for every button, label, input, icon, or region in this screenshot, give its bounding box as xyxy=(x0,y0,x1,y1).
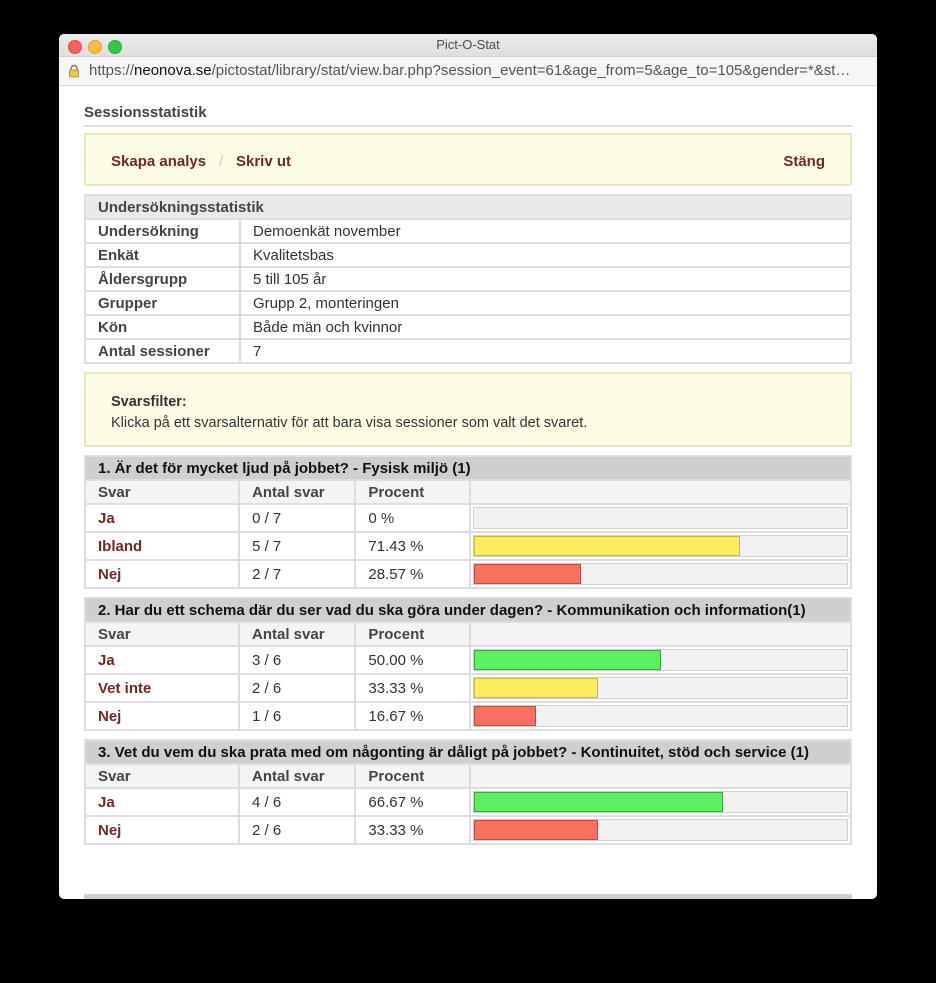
answer-percent: 28.57 % xyxy=(355,560,470,588)
stats-label: Åldersgrupp xyxy=(85,267,240,291)
answer-bar-track xyxy=(473,705,848,727)
question-table xyxy=(84,597,852,731)
answer-bar xyxy=(474,820,598,840)
answer-filter-box xyxy=(84,372,852,447)
stats-label: Undersökning xyxy=(85,219,240,243)
stats-value: Grupp 2, monteringen xyxy=(240,291,851,315)
close-link[interactable]: Stäng xyxy=(783,153,825,170)
stats-value: Demoenkät november xyxy=(240,219,851,243)
stats-label: Antal sessioner xyxy=(85,339,240,363)
url-text[interactable] xyxy=(89,62,871,79)
stats-label: Enkät xyxy=(85,243,240,267)
answer-count: 2 / 7 xyxy=(239,560,355,588)
answer-count: 3 / 6 xyxy=(239,646,355,674)
toolbar-separator: / xyxy=(219,153,224,170)
stats-value: Kvalitetsbas xyxy=(240,243,851,267)
window-title: Pict-O-Stat xyxy=(436,37,500,52)
answer-link[interactable]: Vet inte xyxy=(85,674,239,702)
col-answer: Svar xyxy=(85,764,239,788)
stats-label: Kön xyxy=(85,315,240,339)
col-count: Antal svar xyxy=(239,764,355,788)
answer-percent: 71.43 % xyxy=(355,532,470,560)
survey-stats-table xyxy=(84,194,852,364)
stats-label: Grupper xyxy=(85,291,240,315)
col-answer: Svar xyxy=(85,622,239,646)
col-answer: Svar xyxy=(85,480,239,504)
answer-link[interactable]: Ja xyxy=(85,646,239,674)
url-path: /pictostat/library/stat/view.bar.php?session_event=61&age_from=5&age_to=105&gender=*&st… xyxy=(211,62,851,79)
action-toolbar xyxy=(84,133,852,186)
stats-value: Både män och kvinnor xyxy=(240,315,851,339)
answer-count: 1 / 6 xyxy=(239,702,355,730)
answer-percent: 0 % xyxy=(355,504,470,532)
stats-value: 5 till 105 år xyxy=(240,267,851,291)
answer-count: 0 / 7 xyxy=(239,504,355,532)
answer-bar-track xyxy=(473,535,848,557)
answer-bar xyxy=(474,792,723,812)
col-bar xyxy=(470,480,851,504)
stats-value: 7 xyxy=(240,339,851,363)
col-count: Antal svar xyxy=(239,480,355,504)
answer-bar-track xyxy=(473,649,848,671)
answer-link[interactable]: Ibland xyxy=(85,532,239,560)
browser-window xyxy=(59,34,877,899)
answer-percent: 33.33 % xyxy=(355,674,470,702)
answer-bar-track xyxy=(473,677,848,699)
col-percent: Procent xyxy=(355,480,470,504)
address-bar[interactable] xyxy=(59,57,877,86)
next-question-header-edge xyxy=(84,894,852,899)
answer-count: 4 / 6 xyxy=(239,788,355,816)
question-table xyxy=(84,739,852,845)
stats-header: Undersökningsstatistik xyxy=(85,195,851,219)
filter-description: Klicka på ett svarsalternativ för att bara visa sessioner som valt det svaret. xyxy=(111,415,588,431)
page-content xyxy=(84,104,852,845)
question-table xyxy=(84,455,852,589)
col-count: Antal svar xyxy=(239,622,355,646)
question-title: 1. Är det för mycket ljud på jobbet? - Fysisk miljö (1) xyxy=(85,456,851,480)
answer-bar-track xyxy=(473,507,848,529)
page-title: Sessionsstatistik xyxy=(84,104,852,127)
print-link[interactable]: Skriv ut xyxy=(236,153,292,170)
answer-count: 2 / 6 xyxy=(239,816,355,844)
answer-bar xyxy=(474,650,661,670)
answer-percent: 50.00 % xyxy=(355,646,470,674)
col-percent: Procent xyxy=(355,622,470,646)
url-scheme: https:// xyxy=(89,62,135,79)
answer-percent: 66.67 % xyxy=(355,788,470,816)
answer-link[interactable]: Ja xyxy=(85,788,239,816)
answer-count: 5 / 7 xyxy=(239,532,355,560)
question-title: 3. Vet du vem du ska prata med om någonting är dåligt på jobbet? - Kontinuitet, stöd och service (1) xyxy=(85,740,851,764)
question-title: 2. Har du ett schema där du ser vad du ska göra under dagen? - Kommunikation och information(1) xyxy=(85,598,851,622)
answer-bar xyxy=(474,706,536,726)
answer-link[interactable]: Nej xyxy=(85,816,239,844)
create-analysis-link[interactable]: Skapa analys xyxy=(111,153,207,170)
col-percent: Procent xyxy=(355,764,470,788)
url-host: neonova.se xyxy=(134,62,212,79)
answer-bar-track xyxy=(473,791,848,813)
title-bar xyxy=(59,34,877,57)
col-bar xyxy=(470,764,851,788)
col-bar xyxy=(470,622,851,646)
lock-icon xyxy=(67,64,81,78)
answer-count: 2 / 6 xyxy=(239,674,355,702)
answer-bar-track xyxy=(473,819,848,841)
answer-percent: 33.33 % xyxy=(355,816,470,844)
answer-percent: 16.67 % xyxy=(355,702,470,730)
answer-link[interactable]: Nej xyxy=(85,702,239,730)
answer-link[interactable]: Ja xyxy=(85,504,239,532)
answer-link[interactable]: Nej xyxy=(85,560,239,588)
answer-bar-track xyxy=(473,563,848,585)
answer-bar xyxy=(474,564,581,584)
filter-title: Svarsfilter: xyxy=(111,394,187,410)
answer-bar xyxy=(474,536,740,556)
answer-bar xyxy=(474,678,598,698)
